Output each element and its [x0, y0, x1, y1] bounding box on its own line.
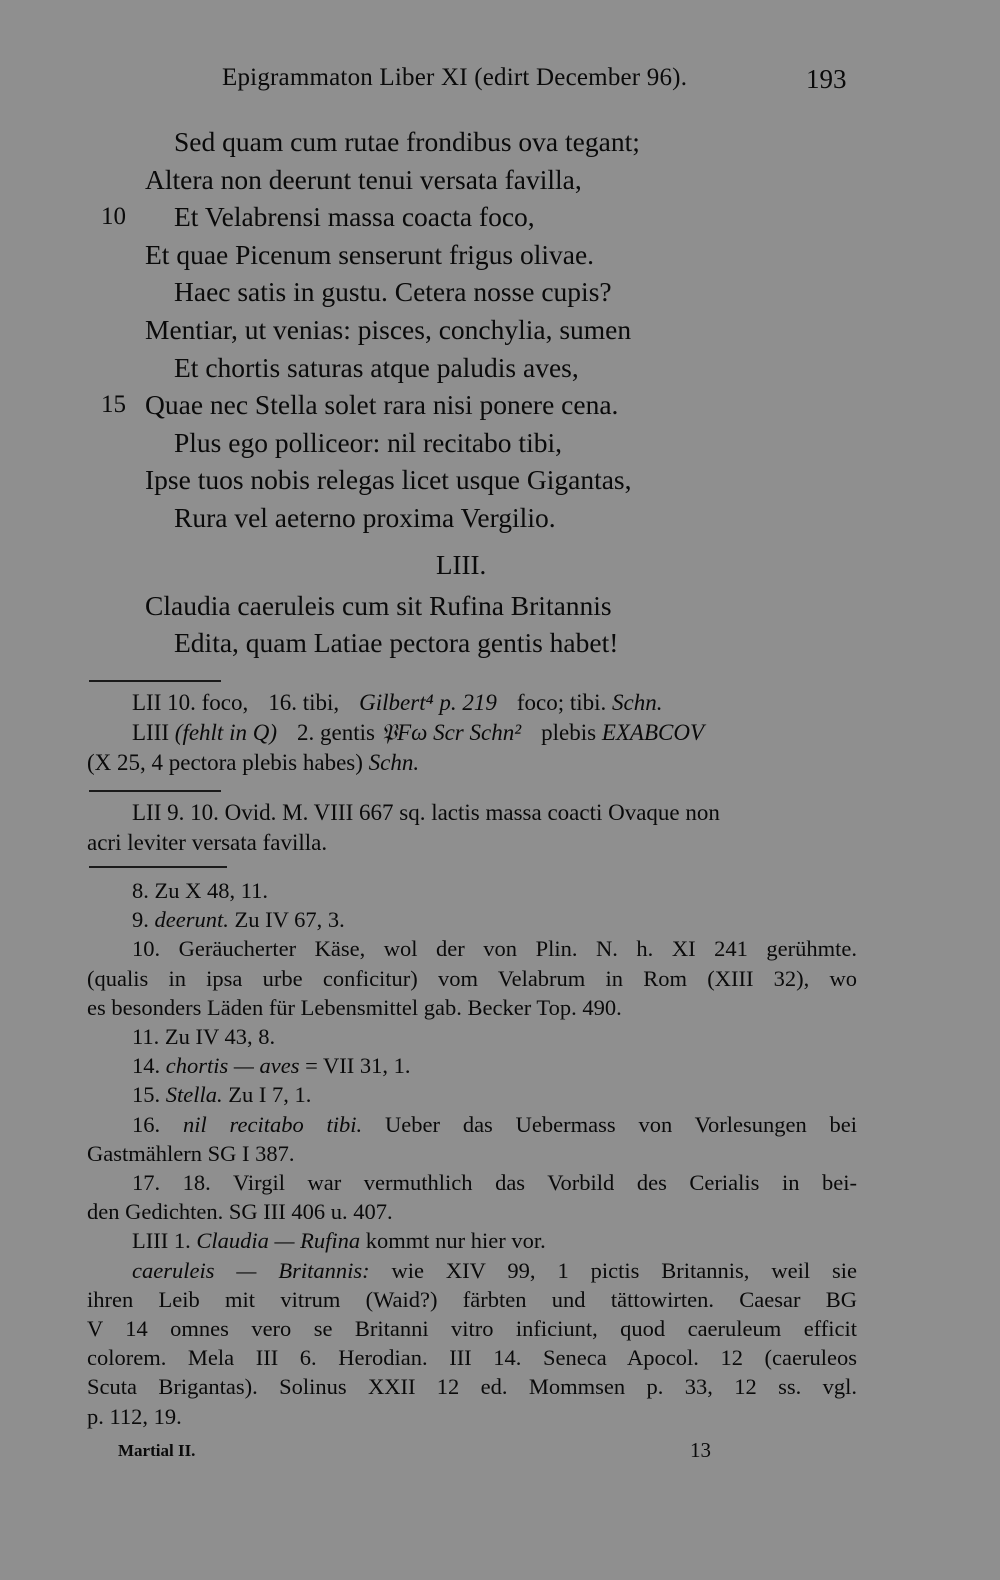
- commentary-text: 16.: [132, 1111, 161, 1137]
- verse-line: [0, 123, 1000, 161]
- commentary-line: [87, 1110, 857, 1139]
- commentary-line: 8. Zu X 48, 11.: [132, 878, 269, 903]
- separator-rule: [89, 680, 221, 682]
- verse-text: Et quae Picenum senserunt frigus olivae.: [145, 238, 595, 270]
- apparatus-text: (fehlt in Q): [174, 720, 277, 745]
- commentary-text: Ueber das Uebermass von Vorlesungen bei: [385, 1111, 858, 1137]
- commentary-line: es besonders Läden für Lebensmittel gab. Becker Top. 490.: [87, 994, 622, 1020]
- verse-text: Et chortis saturas atque paludis aves,: [174, 351, 579, 383]
- apparatus-text: LII 10. foco,: [132, 690, 249, 715]
- commentary-line: V 14 omnes vero se Britanni vitro inficiunt, quod caeruleum efficit: [87, 1316, 857, 1342]
- verse-line: [0, 236, 1000, 274]
- commentary-line: (qualis in ipsa urbe conficitur) vom Velabrum in Rom (XIII 32), wo: [87, 965, 857, 991]
- separator-rule: [89, 866, 227, 868]
- verse-text: Haec satis in gustu. Cetera nosse cupis?: [174, 276, 612, 308]
- commentary-text: kommt nur hier vor.: [365, 1228, 546, 1254]
- commentary-line: [87, 1080, 857, 1109]
- epigram-lines: [0, 587, 1000, 662]
- commentary-text: chortis — aves: [165, 1053, 300, 1079]
- apparatus-line: [87, 718, 857, 748]
- apparatus-text: Schn.: [368, 750, 420, 775]
- epigram-heading-row: [0, 537, 1000, 587]
- apparatus-text: plebis: [541, 720, 597, 745]
- commentary-line: den Gedichten. SG III 406 u. 407.: [87, 1199, 393, 1225]
- critical-apparatus: [87, 688, 857, 778]
- verse-text: Edita, quam Latiae pectora gentis habet!: [174, 627, 619, 659]
- commentary-line: [87, 1051, 857, 1080]
- apparatus-text: foco; tibi.: [516, 690, 607, 715]
- poem-lines: [0, 123, 1000, 537]
- commentary-line: 17. 18. Virgil war vermuthlich das Vorbild des Cerialis in bei-: [132, 1170, 857, 1196]
- apparatus-text: Schn.: [612, 690, 663, 715]
- line-number: 10: [101, 203, 126, 231]
- separator-rule: [89, 790, 221, 792]
- line-number: 15: [101, 391, 126, 419]
- verse-text: Rura vel aeterno proxima Vergilio.: [174, 501, 556, 533]
- verse-text: Sed quam cum rutae frondibus ova tegant;: [174, 126, 640, 157]
- verse-text: Plus ego polliceor: nil recitabo tibi,: [174, 426, 562, 458]
- commentary-text: caeruleis — Britannis:: [132, 1257, 370, 1283]
- verse-line: [0, 161, 1000, 199]
- apparatus-text: LIII: [132, 720, 170, 745]
- verse-text: Mentiar, ut venias: pisces, conchylia, sumen: [145, 313, 632, 345]
- commentary-text: nil recitabo tibi.: [182, 1111, 363, 1137]
- commentary-text: Stella.: [165, 1082, 223, 1108]
- source-line: LII 9. 10. Ovid. M. VIII 667 sq. lactis massa coacti Ovaque non: [132, 800, 720, 825]
- verse-line: [0, 424, 1000, 462]
- verse-line: [0, 311, 1000, 349]
- running-title: Epigrammaton Liber XI (edirt December 96).: [222, 64, 688, 91]
- source-line: acri leviter versata favilla.: [87, 830, 328, 855]
- verse-line: [0, 349, 1000, 387]
- sheet-number: 13: [690, 1438, 711, 1462]
- verse-line: [0, 386, 1000, 424]
- commentary-line: [87, 1256, 857, 1285]
- commentary-text: Claudia — Rufina: [196, 1228, 361, 1254]
- verse-text: Quae nec Stella solet rara nisi ponere cena.: [145, 389, 619, 421]
- commentary-line: Gastmählern SG I 387.: [87, 1140, 295, 1166]
- apparatus-line: [87, 688, 857, 718]
- source-parallels: [87, 798, 857, 858]
- commentary: [87, 876, 857, 1431]
- commentary-text: wie XIV 99, 1 pictis Britannis, weil sie: [391, 1257, 857, 1283]
- verse-text: Claudia caeruleis cum sit Rufina Britannis: [145, 589, 612, 621]
- page-header: [0, 62, 1000, 106]
- commentary-text: LIII 1.: [132, 1228, 191, 1254]
- apparatus-text: 𝔓Fω Scr Schn²: [380, 720, 522, 745]
- verse-line: [0, 499, 1000, 537]
- verse-text: Et Velabrensi massa coacta foco,: [174, 201, 535, 233]
- commentary-text: 9.: [132, 907, 149, 933]
- commentary-text: Zu IV 67, 3.: [234, 907, 345, 933]
- commentary-text: = VII 31, 1.: [305, 1053, 411, 1079]
- commentary-line: p. 112, 19.: [87, 1403, 182, 1429]
- poem-text: [0, 123, 1000, 662]
- sheet-signature: Martial II.: [118, 1441, 196, 1460]
- commentary-text: 15.: [132, 1082, 161, 1108]
- page-number: 193: [806, 64, 847, 94]
- commentary-line: [87, 1226, 857, 1255]
- verse-line: [0, 198, 1000, 236]
- verse-line: [0, 461, 1000, 499]
- verse-line: [0, 624, 1000, 662]
- commentary-line: ihren Leib mit vitrum (Waid?) färbten und tättowirten. Caesar BG: [87, 1286, 857, 1312]
- verse-text: Ipse tuos nobis relegas licet usque Gigantas,: [145, 464, 632, 496]
- apparatus-line: [87, 748, 857, 778]
- commentary-line: 10. Geräucherter Käse, wol der von Plin. N. h. XI 241 gerühmte.: [132, 936, 857, 962]
- apparatus-text: 2. gentis: [296, 720, 375, 745]
- commentary-line: [87, 905, 857, 934]
- apparatus-text: (X 25, 4 pectora plebis habes): [87, 750, 363, 775]
- commentary-text: deerunt.: [154, 907, 229, 933]
- commentary-text: 14.: [132, 1053, 161, 1079]
- commentary-text: Zu I 7, 1.: [228, 1082, 312, 1108]
- verse-text: Altera non deerunt tenui versata favilla,: [145, 163, 582, 195]
- apparatus-text: 16. tibi,: [268, 690, 340, 715]
- apparatus-text: EXABCOV: [601, 720, 705, 745]
- commentary-line: 11. Zu IV 43, 8.: [132, 1024, 276, 1050]
- verse-line: [0, 587, 1000, 625]
- commentary-line: Scuta Brigantas). Solinus XXII 12 ed. Mommsen p. 33, 12 ss. vgl.: [87, 1374, 857, 1400]
- epigram-heading: LIII.: [436, 549, 487, 580]
- verse-line: [0, 273, 1000, 311]
- apparatus-text: Gilbert⁴ p. 219: [359, 690, 497, 715]
- commentary-line: colorem. Mela III 6. Herodian. III 14. Seneca Apocol. 12 (caeruleos: [87, 1345, 857, 1371]
